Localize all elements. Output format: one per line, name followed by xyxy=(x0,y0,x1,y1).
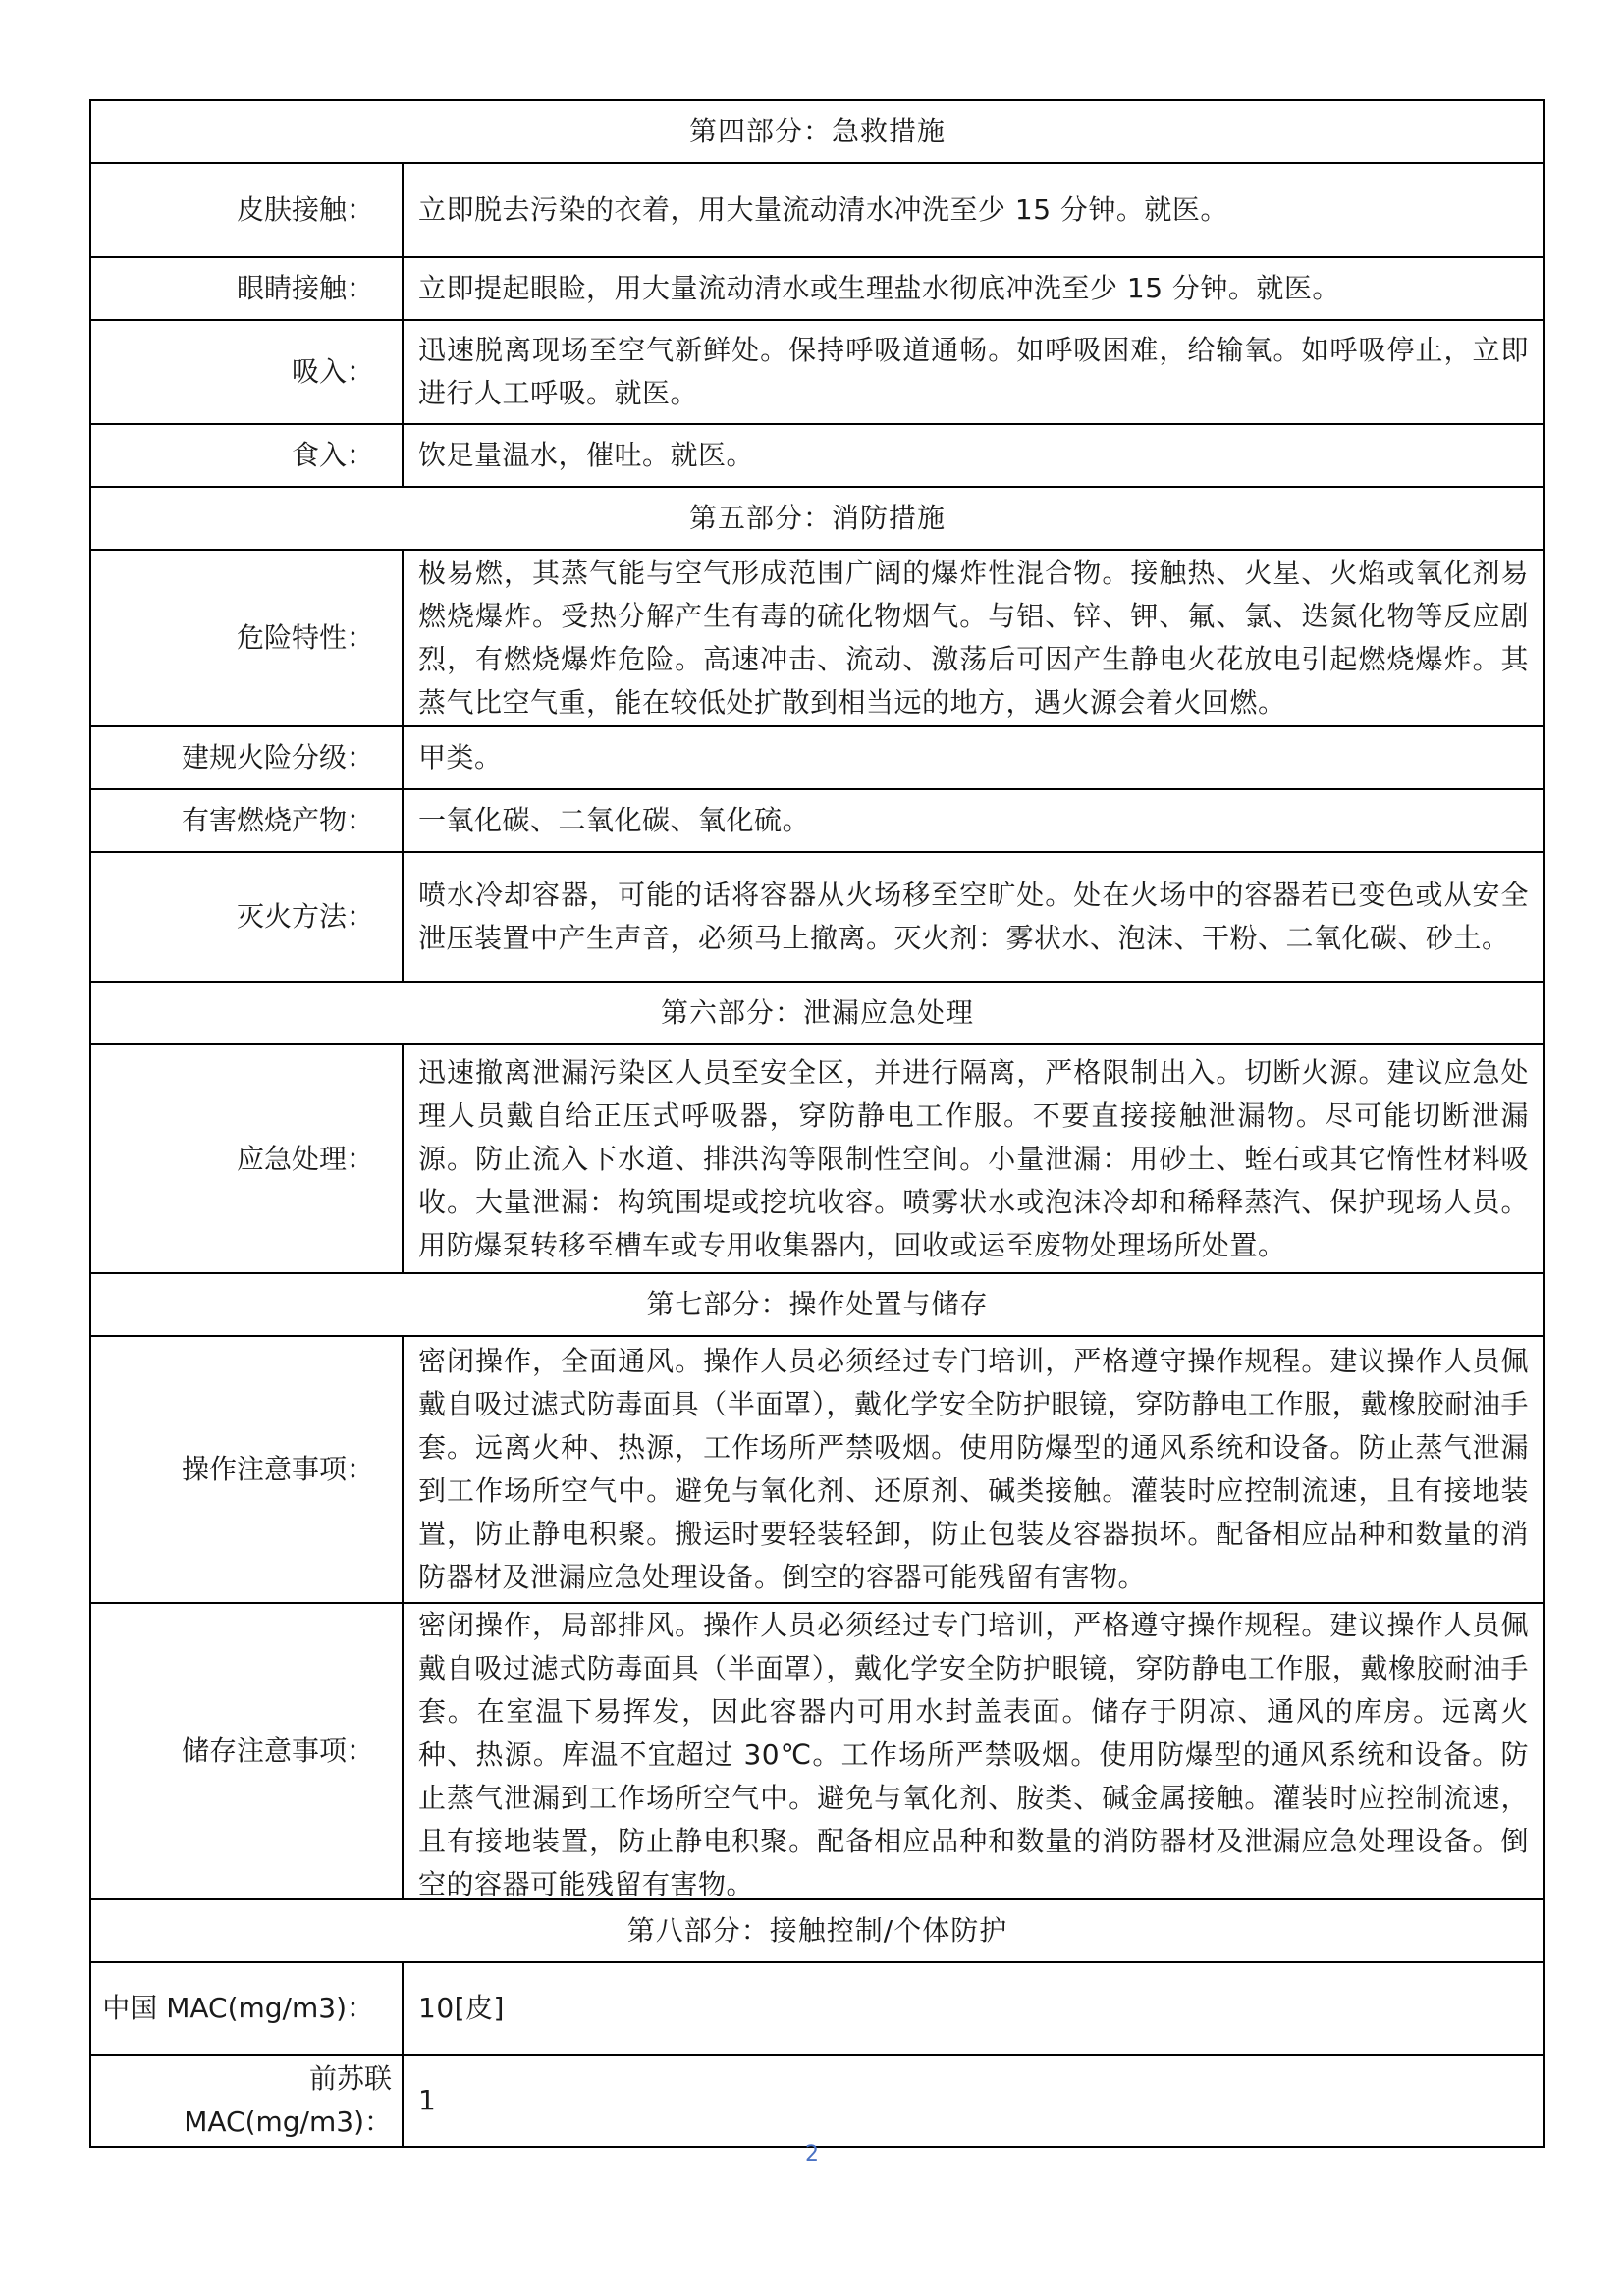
table-row xyxy=(90,1603,1544,1899)
content-inhalation: 迅速脱离现场至空气新鲜处。保持呼吸道通畅。如呼吸困难，给输氧。如呼吸停止，立即进行人工呼吸。就医。 xyxy=(403,320,1544,424)
section-title-handling-storage: 第七部分：操作处置与储存 xyxy=(90,1273,1544,1336)
table-row xyxy=(90,163,1544,257)
content-combustion-products: 一氧化碳、二氧化碳、氧化硫。 xyxy=(403,789,1544,852)
label-handling-precautions: 操作注意事项： xyxy=(90,1336,403,1603)
label-china-mac: 中国 MAC(mg/m3)： xyxy=(90,1962,403,2055)
content-fire-hazard-class: 甲类。 xyxy=(403,726,1544,789)
section-header-row xyxy=(90,487,1544,550)
table-row xyxy=(90,1336,1544,1603)
label-inhalation: 吸入： xyxy=(90,320,403,424)
section-title-exposure-controls: 第八部分：接触控制/个体防护 xyxy=(90,1899,1544,1962)
content-eye-contact: 立即提起眼睑，用大量流动清水或生理盐水彻底冲洗至少 15 分钟。就医。 xyxy=(403,257,1544,320)
table-row xyxy=(90,257,1544,320)
section-header-row xyxy=(90,100,1544,163)
page-number: 2 xyxy=(805,2142,819,2166)
table-row xyxy=(90,1962,1544,2055)
table-row xyxy=(90,320,1544,424)
content-handling-precautions: 密闭操作，全面通风。操作人员必须经过专门培训，严格遵守操作规程。建议操作人员佩戴自吸过滤式防毒面具（半面罩），戴化学安全防护眼镜，穿防静电工作服，戴橡胶耐油手套。远离火种、热源，工作场所严禁吸烟。使用防爆型的通风系统和设备。防止蒸气泄漏到工作场所空气中。避免与氧化剂、还原剂、碱类接触。灌装时应控制流速，且有接地装置，防止静电积聚。搬运时要轻装轻卸，防止包装及容器损坏。配备相应品种和数量的消防器材及泄漏应急处理设备。倒空的容器可能残留有害物。 xyxy=(403,1336,1544,1603)
section-header-row xyxy=(90,1273,1544,1336)
label-ussr-mac: 前苏联 MAC(mg/m3)： xyxy=(90,2055,403,2147)
label-storage-precautions: 储存注意事项： xyxy=(90,1603,403,1899)
section-title-first-aid: 第四部分：急救措施 xyxy=(90,100,1544,163)
section-title-firefighting: 第五部分：消防措施 xyxy=(90,487,1544,550)
table-row xyxy=(90,2055,1544,2147)
section-header-row xyxy=(90,1899,1544,1962)
section-title-spill-response: 第六部分：泄漏应急处理 xyxy=(90,982,1544,1044)
label-ingestion: 食入： xyxy=(90,424,403,487)
content-storage-precautions xyxy=(403,1603,1544,1899)
document-table xyxy=(89,99,1545,2148)
label-extinguishing-method: 灭火方法： xyxy=(90,852,403,982)
label-eye-contact: 眼睛接触： xyxy=(90,257,403,320)
table-row xyxy=(90,726,1544,789)
table-row xyxy=(90,852,1544,982)
content-extinguishing-method: 喷水冷却容器，可能的话将容器从火场移至空旷处。处在火场中的容器若已变色或从安全泄压装置中产生声音，必须马上撤离。灭火剂：雾状水、泡沫、干粉、二氧化碳、砂土。 xyxy=(403,852,1544,982)
label-fire-hazard-class: 建规火险分级： xyxy=(90,726,403,789)
section-header-row xyxy=(90,982,1544,1044)
table-row xyxy=(90,789,1544,852)
content-ussr-mac: 1 xyxy=(403,2055,1544,2147)
label-emergency-handling: 应急处理： xyxy=(90,1044,403,1273)
label-combustion-products: 有害燃烧产物： xyxy=(90,789,403,852)
content-hazard-characteristics: 极易燃，其蒸气能与空气形成范围广阔的爆炸性混合物。接触热、火星、火焰或氧化剂易燃烧爆炸。受热分解产生有毒的硫化物烟气。与铝、锌、钾、氟、氯、迭氮化物等反应剧烈，有燃烧爆炸危险。高速冲击、流动、激荡后可因产生静电火花放电引起燃烧爆炸。其蒸气比空气重，能在较低处扩散到相当远的地方，遇火源会着火回燃。 xyxy=(403,550,1544,726)
content-china-mac: 10[皮] xyxy=(403,1962,1544,2055)
label-hazard-characteristics: 危险特性： xyxy=(90,550,403,726)
label-skin-contact: 皮肤接触： xyxy=(90,163,403,257)
content-ingestion: 饮足量温水，催吐。就医。 xyxy=(403,424,1544,487)
content-emergency-handling: 迅速撤离泄漏污染区人员至安全区，并进行隔离，严格限制出入。切断火源。建议应急处理人员戴自给正压式呼吸器，穿防静电工作服。不要直接接触泄漏物。尽可能切断泄漏源。防止流入下水道、排洪沟等限制性空间。小量泄漏：用砂土、蛭石或其它惰性材料吸收。大量泄漏：构筑围堤或挖坑收容。喷雾状水或泡沫冷却和稀释蒸汽、保护现场人员。用防爆泵转移至槽车或专用收集器内，回收或运至废物处理场所处置。 xyxy=(403,1044,1544,1273)
table-row xyxy=(90,550,1544,726)
storage-precautions-text: 密闭操作，局部排风。操作人员必须经过专门培训，严格遵守操作规程。建议操作人员佩戴自吸过滤式防毒面具（半面罩），戴化学安全防护眼镜，穿防静电工作服，戴橡胶耐油手套。在室温下易挥发，因此容器内可用水封盖表面。储存于阴凉、通风的库房。远离火种、热源。库温不宜超过 30℃。工作场所严禁吸烟。使用防爆型的通风系统和设备。防止蒸气泄漏到工作场所空气中。避免与氧化剂、胺类、碱金属接触。灌装时应控制流速，且有接地装置，防止静电积聚。配备相应品种和数量的消防器材及泄漏应急处理设备。倒空的容器可能残留有害物。 xyxy=(418,1609,1530,1898)
content-skin-contact: 立即脱去污染的衣着，用大量流动清水冲洗至少 15 分钟。就医。 xyxy=(403,163,1544,257)
table-row xyxy=(90,424,1544,487)
table-row xyxy=(90,1044,1544,1273)
